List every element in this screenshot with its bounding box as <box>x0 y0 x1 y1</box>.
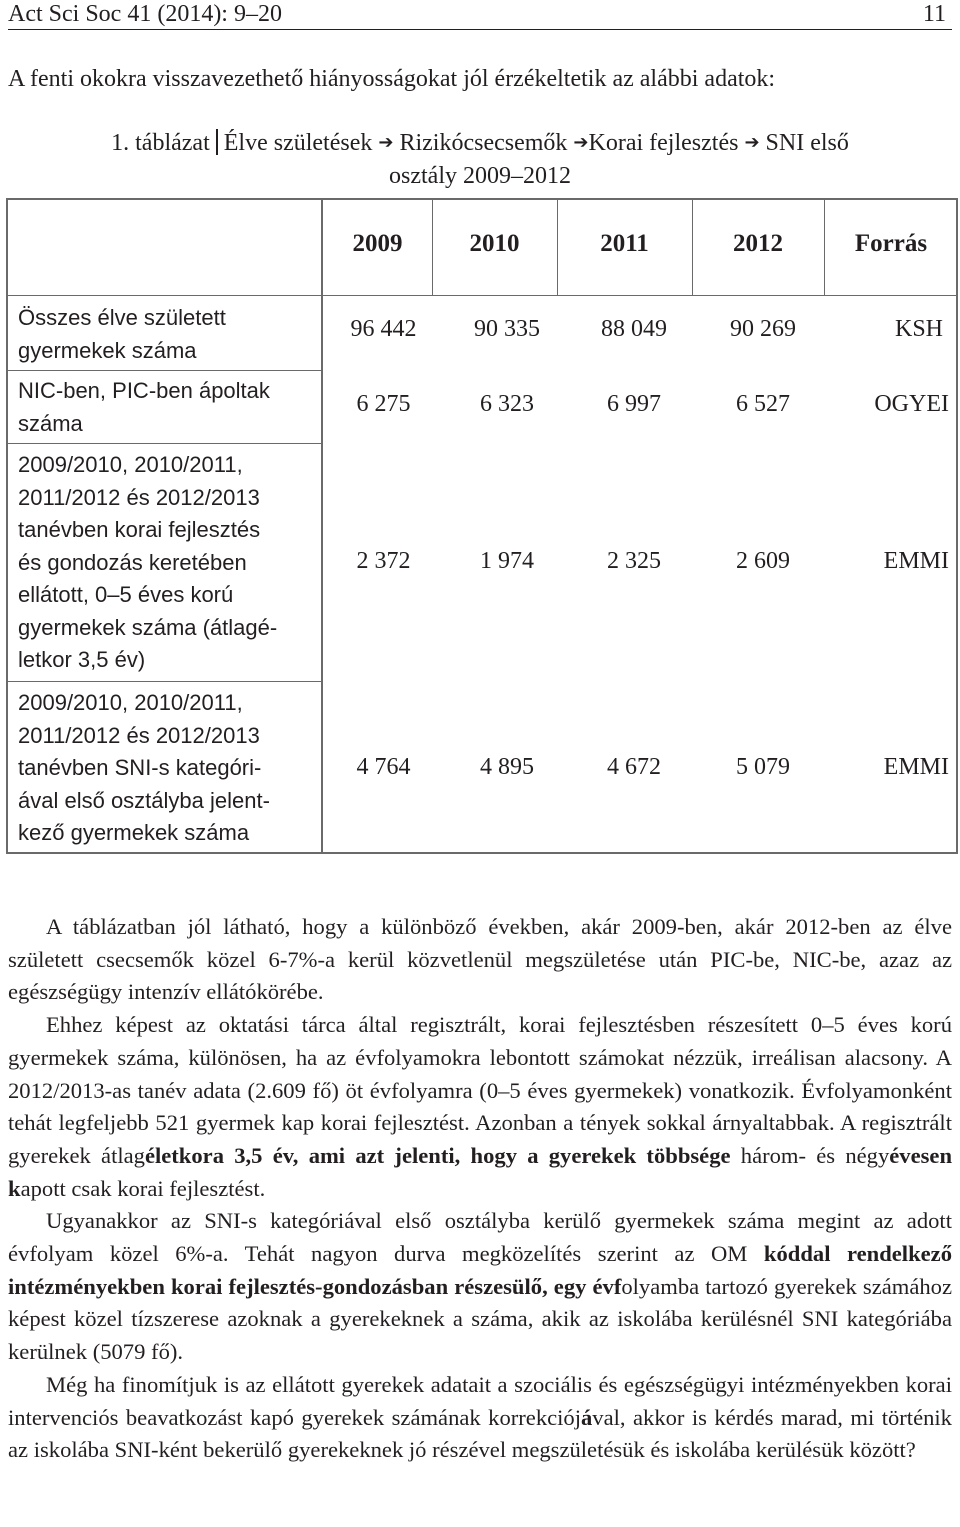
table-cell: 88 049 <box>601 316 667 342</box>
row-divider <box>6 370 323 371</box>
paragraph-text: val, akkor is kérdés marad, mi történik az iskolába SNI-ként bekerülő gyerekeknek jó részével megszületésük és iskolába kerülésük között? <box>8 1404 952 1463</box>
caption-item-sni: SNI első <box>765 130 849 156</box>
arrow-icon: ➔ <box>744 132 760 153</box>
table-cell: 96 442 <box>350 316 417 342</box>
label-line: és gondozás keretében <box>18 549 247 575</box>
table-cell: 1 974 <box>480 548 534 574</box>
label-line: száma <box>18 410 83 436</box>
label-line: ával első osztályba jelent- <box>18 787 270 813</box>
intro-sentence: A fenti okokra visszavezethető hiányosságokat jól érzékeltetik az alábbi adatok: <box>8 66 776 92</box>
table-cell: 5 079 <box>736 754 790 780</box>
source-cell: KSH <box>894 316 943 342</box>
table-cell: 2 325 <box>607 548 661 574</box>
paragraph-text: olyamba tartozó gyerekek számához képest közel tízszerese azoknak a gyerekeknek a száma, akik az iskolába kerülésnél SNI kategóriába kerülnek (5079 fő). <box>8 1273 952 1365</box>
table-cell: 4 764 <box>356 754 411 780</box>
caption-item-births: Élve születések <box>223 130 373 156</box>
row-divider <box>6 443 323 444</box>
row-label <box>18 375 318 440</box>
table-cell: 6 997 <box>607 391 661 417</box>
page-number: 11 <box>922 1 946 27</box>
row-label <box>18 302 318 367</box>
label-line: gyermekek száma <box>18 337 197 363</box>
label-line: tanévben korai fejlesztés <box>18 517 261 542</box>
label-line: 2009/2010, 2010/2011, <box>18 690 243 715</box>
paragraph-text: Ehhez képest az oktatási tárca által regisztrált, korai fejlesztésben részesített 0–5 éves korú gyermekek száma, különösen, ha az évfolyamokra lebontott számokat nézzük, irreálisan alacsony. A 2012/2013-as tanév adata (2.609 fő) öt évfolyamra (0–5 éves gyermekek) vonatkozik. Évfolyamonként tehát legfeljebb 521 gyermek kap korai fejlesztést. Azonban a tények sokkal árnyaltabbak. A regisztrált gyerekek átlag <box>8 1012 952 1168</box>
paragraph <box>8 911 952 1009</box>
row-label <box>18 449 318 677</box>
column-header: 2010 <box>469 230 520 257</box>
paragraph-text: apott csak korai fejlesztést. <box>20 1175 266 1201</box>
table-cell: 6 527 <box>736 391 790 417</box>
data-table <box>6 198 958 854</box>
table-cell: 90 335 <box>474 316 540 342</box>
column-header: 2009 <box>352 230 403 257</box>
caption-item-risk-infants: Rizikócsecsemők <box>399 130 568 156</box>
header-divider <box>6 295 958 296</box>
source-cell: OGYEI <box>874 391 949 417</box>
emphasis-text: életkora 3,5 év, ami azt jelenti, hogy a gyerekek többsége <box>144 1142 731 1168</box>
label-line: Összes élve született <box>18 305 226 330</box>
table-cell: 90 269 <box>730 316 796 342</box>
label-line: letkor 3,5 év) <box>18 647 146 672</box>
caption-item-early-development: Korai fejlesztés <box>588 130 739 156</box>
table-caption <box>0 126 960 193</box>
body-text <box>8 911 952 1467</box>
table-cell: 2 609 <box>736 548 790 574</box>
label-line: 2009/2010, 2010/2011, <box>18 452 243 477</box>
paragraph-text: három- és négy <box>730 1142 890 1168</box>
arrow-icon: ➔ <box>573 132 589 153</box>
emphasis-text: á <box>581 1404 593 1430</box>
paragraph <box>8 1205 952 1369</box>
journal-citation: Act Sci Soc 41 (2014): 9–20 <box>8 1 282 27</box>
paragraph <box>8 1009 952 1205</box>
table-cell: 2 372 <box>356 548 411 574</box>
table-cell: 6 323 <box>480 391 534 417</box>
paragraph-text: Ugyanakkor az SNI-s kategóriával első osztályba kerülő gyermekek száma megint az adott évfolyam közel 6%-a. Tehát nagyon durva megközelítés szerint az OM <box>8 1208 952 1267</box>
table-cell: 6 275 <box>356 391 411 417</box>
label-line: kező gyermekek száma <box>18 820 250 845</box>
column-header: Forrás <box>854 230 928 257</box>
running-header <box>8 0 952 30</box>
row-divider <box>6 681 323 682</box>
row-label <box>18 687 318 850</box>
label-line: ellátott, 0–5 éves korú <box>18 582 234 607</box>
table-number: 1. táblázat <box>111 130 210 156</box>
table-cell: 4 895 <box>480 754 534 780</box>
emphasis-text: évesen k <box>8 1142 953 1201</box>
source-cell: EMMI <box>883 548 949 574</box>
table-cell: 4 672 <box>607 754 661 780</box>
label-line: 2011/2012 és 2012/2013 <box>18 484 260 510</box>
source-cell: EMMI <box>883 754 949 780</box>
emphasis-text: kóddal rendelkező intézményekben korai fejlesztés-gondozásban részesülő, egy évf <box>8 1241 952 1299</box>
label-line: tanévben SNI-s kategóri- <box>18 755 262 780</box>
paragraph <box>8 1369 952 1467</box>
caption-separator <box>216 129 218 155</box>
label-line: NIC-ben, PIC-ben ápoltak <box>18 378 270 403</box>
label-line: gyermekek száma (átlagé- <box>18 614 278 640</box>
paragraph-text: Még ha finomítjuk is az ellátott gyerekek adatait a szociális és egészségügyi intézményekben korai intervenciós beavatkozást kapó gyerekek számának korrekciój <box>8 1371 952 1430</box>
paragraph-text: A táblázatban jól látható, hogy a különböző években, akár 2009-ben, akár 2012-ben az élve született csecsemők közel 6-7%-a kerül közvetlenül megszületése után PIC-be, NIC-be, azaz az egészségügy intenzív ellátókörébe. <box>8 914 952 1005</box>
column-header: 2011 <box>600 230 649 257</box>
label-line: 2011/2012 és 2012/2013 <box>18 722 260 748</box>
arrow-icon: ➔ <box>378 132 394 153</box>
caption-line-2: osztály 2009–2012 <box>389 163 571 189</box>
column-header: 2012 <box>733 230 783 257</box>
